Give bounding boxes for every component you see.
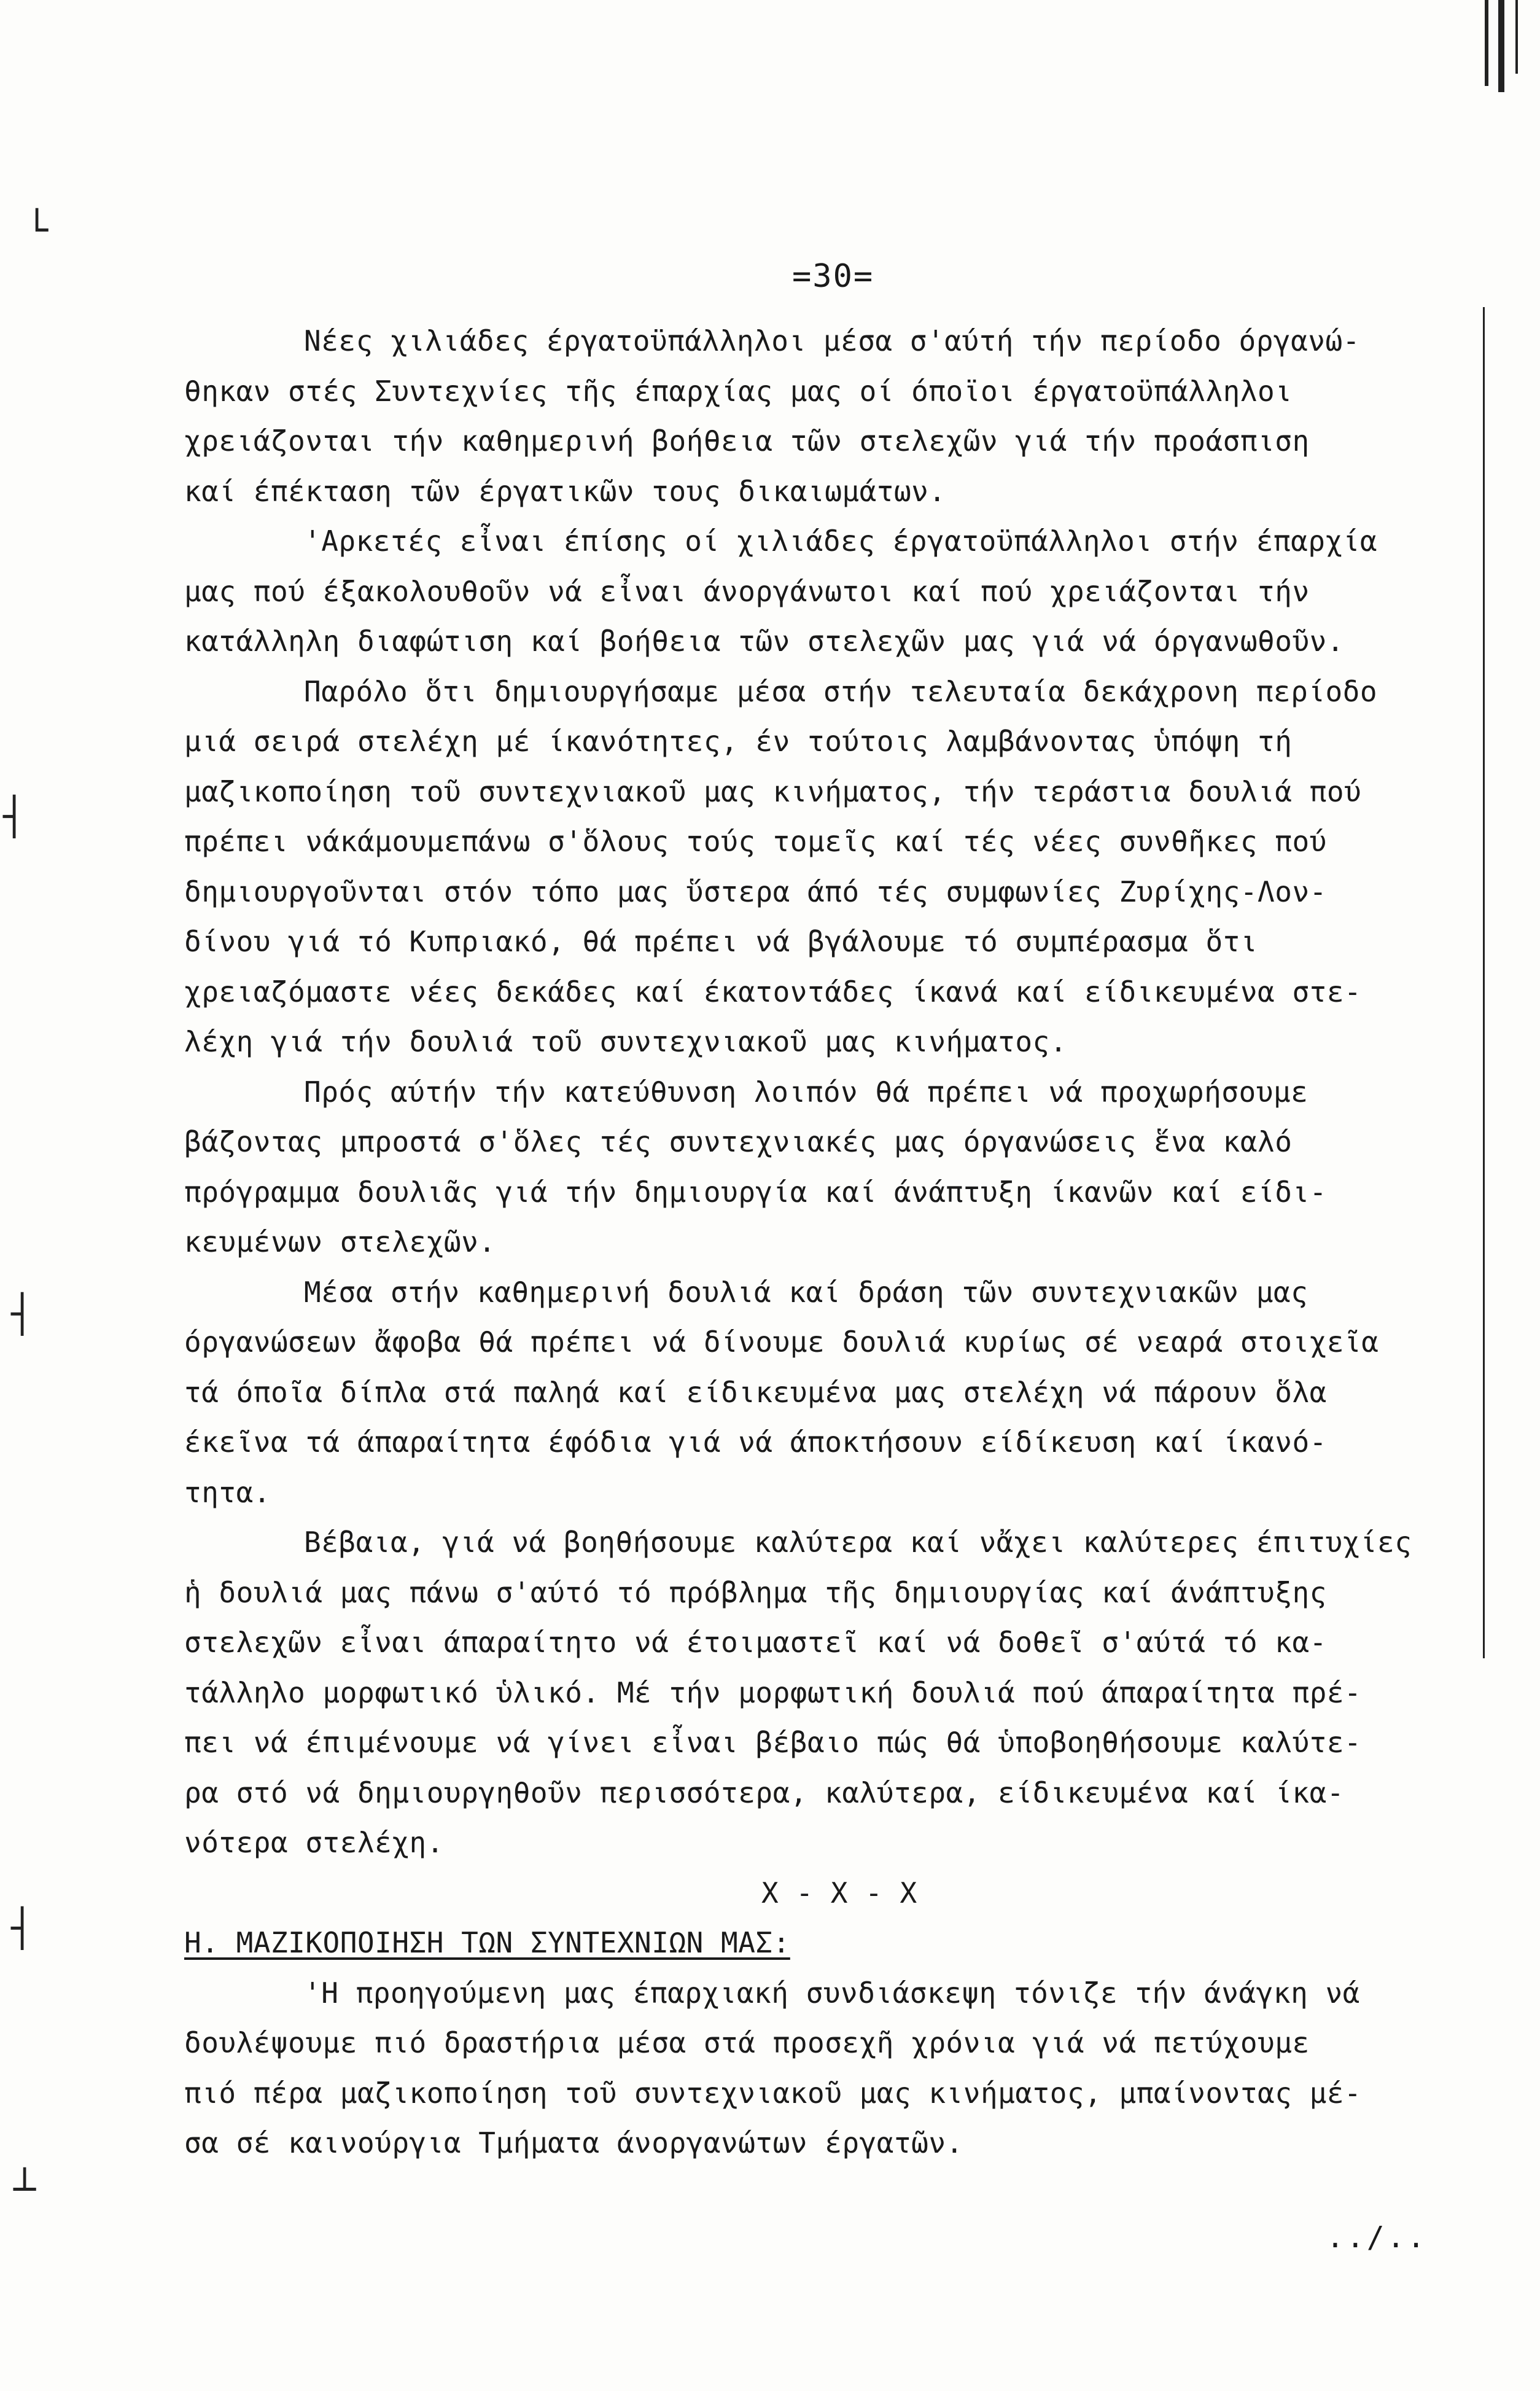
body-text	[184, 316, 1474, 2169]
paragraph-2	[184, 517, 1474, 667]
text-line: Νέες χιλιάδες έργατοϋπάλληλοι μέσα σ'αύτή τήν περίοδο όργανώ-	[304, 324, 1360, 357]
margin-mark: ┴	[14, 2168, 36, 2211]
text-line: βάζοντας μπροστά σ'ὅλες τές συντεχνιακές μας όργανώσεις ἕνα καλό	[184, 1125, 1293, 1158]
text-line: Παρόλο ὅτι δημιουργήσαμε μέσα στήν τελευταία δεκάχρονη περίοδο	[304, 674, 1378, 708]
text-line: τητα.	[184, 1475, 271, 1509]
text-line: κευμένων στελεχῶν.	[184, 1225, 496, 1258]
paragraph-1	[184, 316, 1474, 517]
margin-mark: ┤	[11, 1293, 34, 1336]
margin-mark: ┤	[3, 795, 26, 838]
section-heading: Η. ΜΑΖΙΚΟΠΟΙΗΣΗ ΤΩΝ ΣΥΝΤΕΧΝΙΩΝ ΜΑΣ:	[184, 1926, 790, 1959]
scan-edge-line	[1498, 0, 1504, 92]
text-line: νότερα στελέχη.	[184, 1826, 444, 1859]
text-line: όργανώσεων ἄφοβα θά πρέπει νά δίνουμε δουλιά κυρίως σέ νεαρά στοιχεῖα	[184, 1325, 1379, 1359]
text-line: στελεχῶν εἶναι άπαραίτητο νά έτοιμαστεῖ καί νά δοθεῖ σ'αύτά τό κα-	[184, 1626, 1327, 1659]
text-line: καί έπέκταση τῶν έργατικῶν τους δικαιωμάτων.	[184, 474, 946, 508]
margin-mark: ┤	[11, 1907, 34, 1950]
text-line: πιό πέρα μαζικοποίηση τοῦ συντεχνιακοῦ μας κινήματος, μπαίνοντας μέ-	[184, 2076, 1362, 2110]
text-line: σα σέ καινούργια Τμήματα άνοργανώτων έργατῶν.	[184, 2126, 963, 2159]
paragraph-7	[184, 1968, 1474, 2169]
page-continuation-mark: ../..	[1326, 2220, 1428, 2255]
text-line: δημιουργοῦνται στόν τόπο μας ὕστερα άπό τές συμφωνίες Ζυρίχης-Λον-	[184, 875, 1327, 908]
text-line: τά όποῖα δίπλα στά παληά καί είδικευμένα μας στελέχη νά πάρουν ὅλα	[184, 1375, 1327, 1409]
page-number: =30=	[792, 258, 874, 295]
paragraph-4	[184, 1067, 1474, 1268]
text-line: Μέσα στήν καθημερινή δουλιά καί δράση τῶν συντεχνιακῶν μας	[304, 1275, 1309, 1309]
section-separator: Χ - Χ - Χ	[761, 1876, 917, 1909]
text-line: 'Η προηγούμενη μας έπαρχιακή συνδιάσκεψη τόνιζε τήν άνάγκη νά	[304, 1976, 1360, 2010]
text-line: Βέβαια, γιά νά βοηθήσουμε καλύτερα καί νἄχει καλύτερες έπιτυχίες	[304, 1526, 1412, 1559]
text-line: δίνου γιά τό Κυπριακό, θά πρέπει νά βγάλουμε τό συμπέρασμα ὅτι	[184, 925, 1258, 958]
scan-edge-line	[1515, 0, 1518, 74]
text-line: χρειαζόμαστε νέες δεκάδες καί έκατοντάδες ίκανά καί είδικευμένα στε-	[184, 975, 1362, 1008]
text-line: μιά σειρά στελέχη μέ ίκανότητες, έν τούτοις λαμβάνοντας ὑπόψη τή	[184, 725, 1293, 758]
text-line: ἡ δουλιά μας πάνω σ'αύτό τό πρόβλημα τῆς δημιουργίας καί άνάπτυξης	[184, 1575, 1327, 1609]
text-line: 'Αρκετές εἶναι έπίσης οί χιλιάδες έργατοϋπάλληλοι στήν έπαρχία	[304, 525, 1378, 558]
paragraph-6	[184, 1518, 1474, 1868]
margin-mark: └	[26, 209, 49, 252]
text-line: πει νά έπιμένουμε νά γίνει εἶναι βέβαιο πώς θά ὑποβοηθήσουμε καλύτε-	[184, 1726, 1362, 1759]
text-line: χρειάζονται τήν καθημερινή βοήθεια τῶν στελεχῶν γιά τήν προάσπιση	[184, 424, 1310, 458]
text-line: μας πού έξακολουθοῦν νά εἶναι άνοργάνωτοι καί πού χρειάζονται τήν	[184, 574, 1310, 608]
text-line: πρόγραμμα δουλιᾶς γιά τήν δημιουργία καί άνάπτυξη ίκανῶν καί είδι-	[184, 1175, 1327, 1209]
text-line: λέχη γιά τήν δουλιά τοῦ συντεχνιακοῦ μας κινήματος.	[184, 1025, 1067, 1058]
paragraph-3	[184, 667, 1474, 1067]
text-line: ρα στό νά δημιουργηθοῦν περισσότερα, καλύτερα, είδικευμένα καί ίκα-	[184, 1776, 1345, 1809]
text-line: μαζικοποίηση τοῦ συντεχνιακοῦ μας κινήματος, τήν τεράστια δουλιά πού	[184, 774, 1362, 808]
text-line: Πρός αύτήν τήν κατεύθυνση λοιπόν θά πρέπει νά προχωρήσουμε	[304, 1075, 1309, 1109]
text-line: κατάλληλη διαφώτιση καί βοήθεια τῶν στελεχῶν μας γιά νά όργανωθοῦν.	[184, 625, 1345, 658]
text-line: πρέπει νάκάμουμεπάνω σ'ὅλους τούς τομεῖς καί τές νέες συνθῆκες πού	[184, 825, 1327, 858]
paragraph-5	[184, 1268, 1474, 1518]
text-line: θηκαν στές Συντεχνίες τῆς έπαρχίας μας οί όποϊοι έργατοϋπάλληλοι	[184, 374, 1293, 408]
text-line: τάλληλο μορφωτικό ὑλικό. Μέ τήν μορφωτική δουλιά πού άπαραίτητα πρέ-	[184, 1675, 1362, 1709]
scan-edge-line	[1485, 0, 1488, 86]
scan-edge-line	[1483, 307, 1485, 1658]
text-line: έκεῖνα τά άπαραίτητα έφόδια γιά νά άποκτήσουν είδίκευση καί ίκανό-	[184, 1426, 1327, 1459]
text-line: δουλέψουμε πιό δραστήρια μέσα στά προσεχῆ χρόνια γιά νά πετύχουμε	[184, 2026, 1310, 2059]
